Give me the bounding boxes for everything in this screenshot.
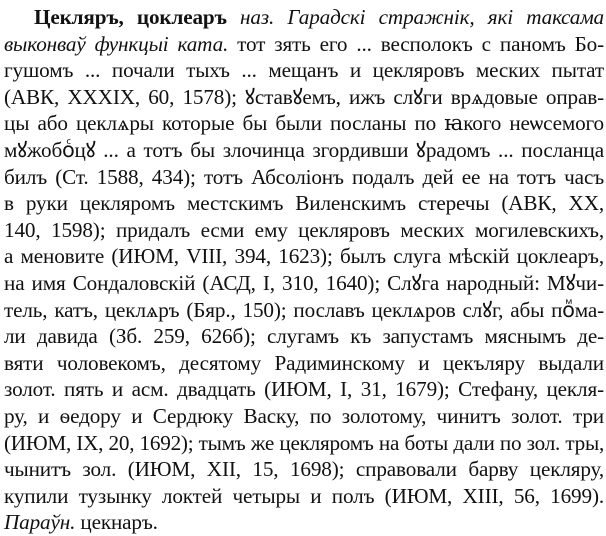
entry-line xyxy=(4,4,604,31)
entry-line xyxy=(4,297,604,324)
entry-line xyxy=(4,483,604,510)
entry-text: мꙋжобоⷭцꙋ ... а тотъ бы злочинца згордивши ꙋрадомъ ... посланца xyxy=(4,137,604,162)
entry-line xyxy=(4,84,604,111)
entry-line xyxy=(4,323,604,350)
entry-text: цы або цеклѧры которые бы были посланы по ꙗкого неѡсемого xyxy=(4,111,604,136)
entry-line xyxy=(4,509,604,536)
entry-text: вяти чоловекомъ, десятому Радиминскому и цекъляру выдали xyxy=(4,350,604,375)
entry-line xyxy=(4,164,604,191)
entry-text: цекнаръ. xyxy=(75,510,158,535)
italic-text: выконваў функцыі ката. xyxy=(4,31,229,56)
entry-text: (ИЮМ, IX, 20, 1692); тымъ же цекляромъ на боты дали по зол. тры, xyxy=(4,430,604,455)
entry-text: тот зять его ... весполокъ с паномъ Бо- xyxy=(228,31,604,56)
entry-text: ли давида (Зб. 259, 626б); слугамъ къ запустамъ мяснымъ де- xyxy=(4,324,604,349)
entry-line xyxy=(4,270,604,297)
entry-line xyxy=(4,350,604,377)
entry-line xyxy=(4,110,604,137)
entry-text: купили тузынку локтей четыры и полъ (ИЮМ, XIII, 56, 1699). xyxy=(4,483,604,508)
entry-line xyxy=(4,57,604,84)
italic-text: Параўн. xyxy=(4,510,76,535)
dictionary-entry xyxy=(4,4,604,536)
entry-line xyxy=(4,31,604,58)
entry-text: тель, катъ, цеклѧръ (Бяр., 150); пославъ цеклѧров слꙋг, абы поⷨма- xyxy=(4,297,604,322)
entry-line xyxy=(4,430,604,457)
entry-line xyxy=(4,456,604,483)
entry-line xyxy=(4,190,604,217)
entry-text: чынитъ зол. (ИЮМ, XII, 15, 1698); справовали барву цекляру, xyxy=(4,457,604,482)
entry-text: билъ (Ст. 1588, 434); тотъ Абсолiонъ подалъ дей ее на тотъ часъ xyxy=(4,164,604,189)
entry-text: ру, и ѳедору и Сердюку Васку, по золотому, чинитъ золот. три xyxy=(4,403,604,428)
entry-text: золот. пять и асм. двадцать (ИЮМ, I, 31, 1679); Стефану, цекля- xyxy=(4,377,604,402)
entry-line xyxy=(4,217,604,244)
entry-text: (АВК, XXXIX, 60, 1578); ꙋставꙋемъ, ижъ слꙋги врѧдовые оправ- xyxy=(4,84,604,109)
entry-text: а меновите (ИЮМ, VIII, 394, 1623); былъ слуга мѣскiй цоклеаръ, xyxy=(4,244,604,269)
entry-text: гушомъ ... почали тыхъ ... мещанъ и цекляровъ меских пытат xyxy=(4,58,604,83)
entry-text: на имя Сондаловскiй (АСД, I, 310, 1640); Слꙋга народный: Мꙋчи- xyxy=(4,270,604,295)
entry-line xyxy=(4,243,604,270)
entry-text: 140, 1598); придалъ есми ему цекляровъ меских могилевскихъ, xyxy=(4,217,604,242)
headword: Цекляръ, цоклеаръ xyxy=(34,5,227,29)
italic-text: наз. Гарадскі стражнік, які таксама xyxy=(226,5,605,29)
entry-line xyxy=(4,376,604,403)
entry-text: в руки цекляромъ местскимъ Виленскимъ стеречы (АВК, XX, xyxy=(4,191,604,216)
entry-line xyxy=(4,137,604,164)
entry-line xyxy=(4,403,604,430)
